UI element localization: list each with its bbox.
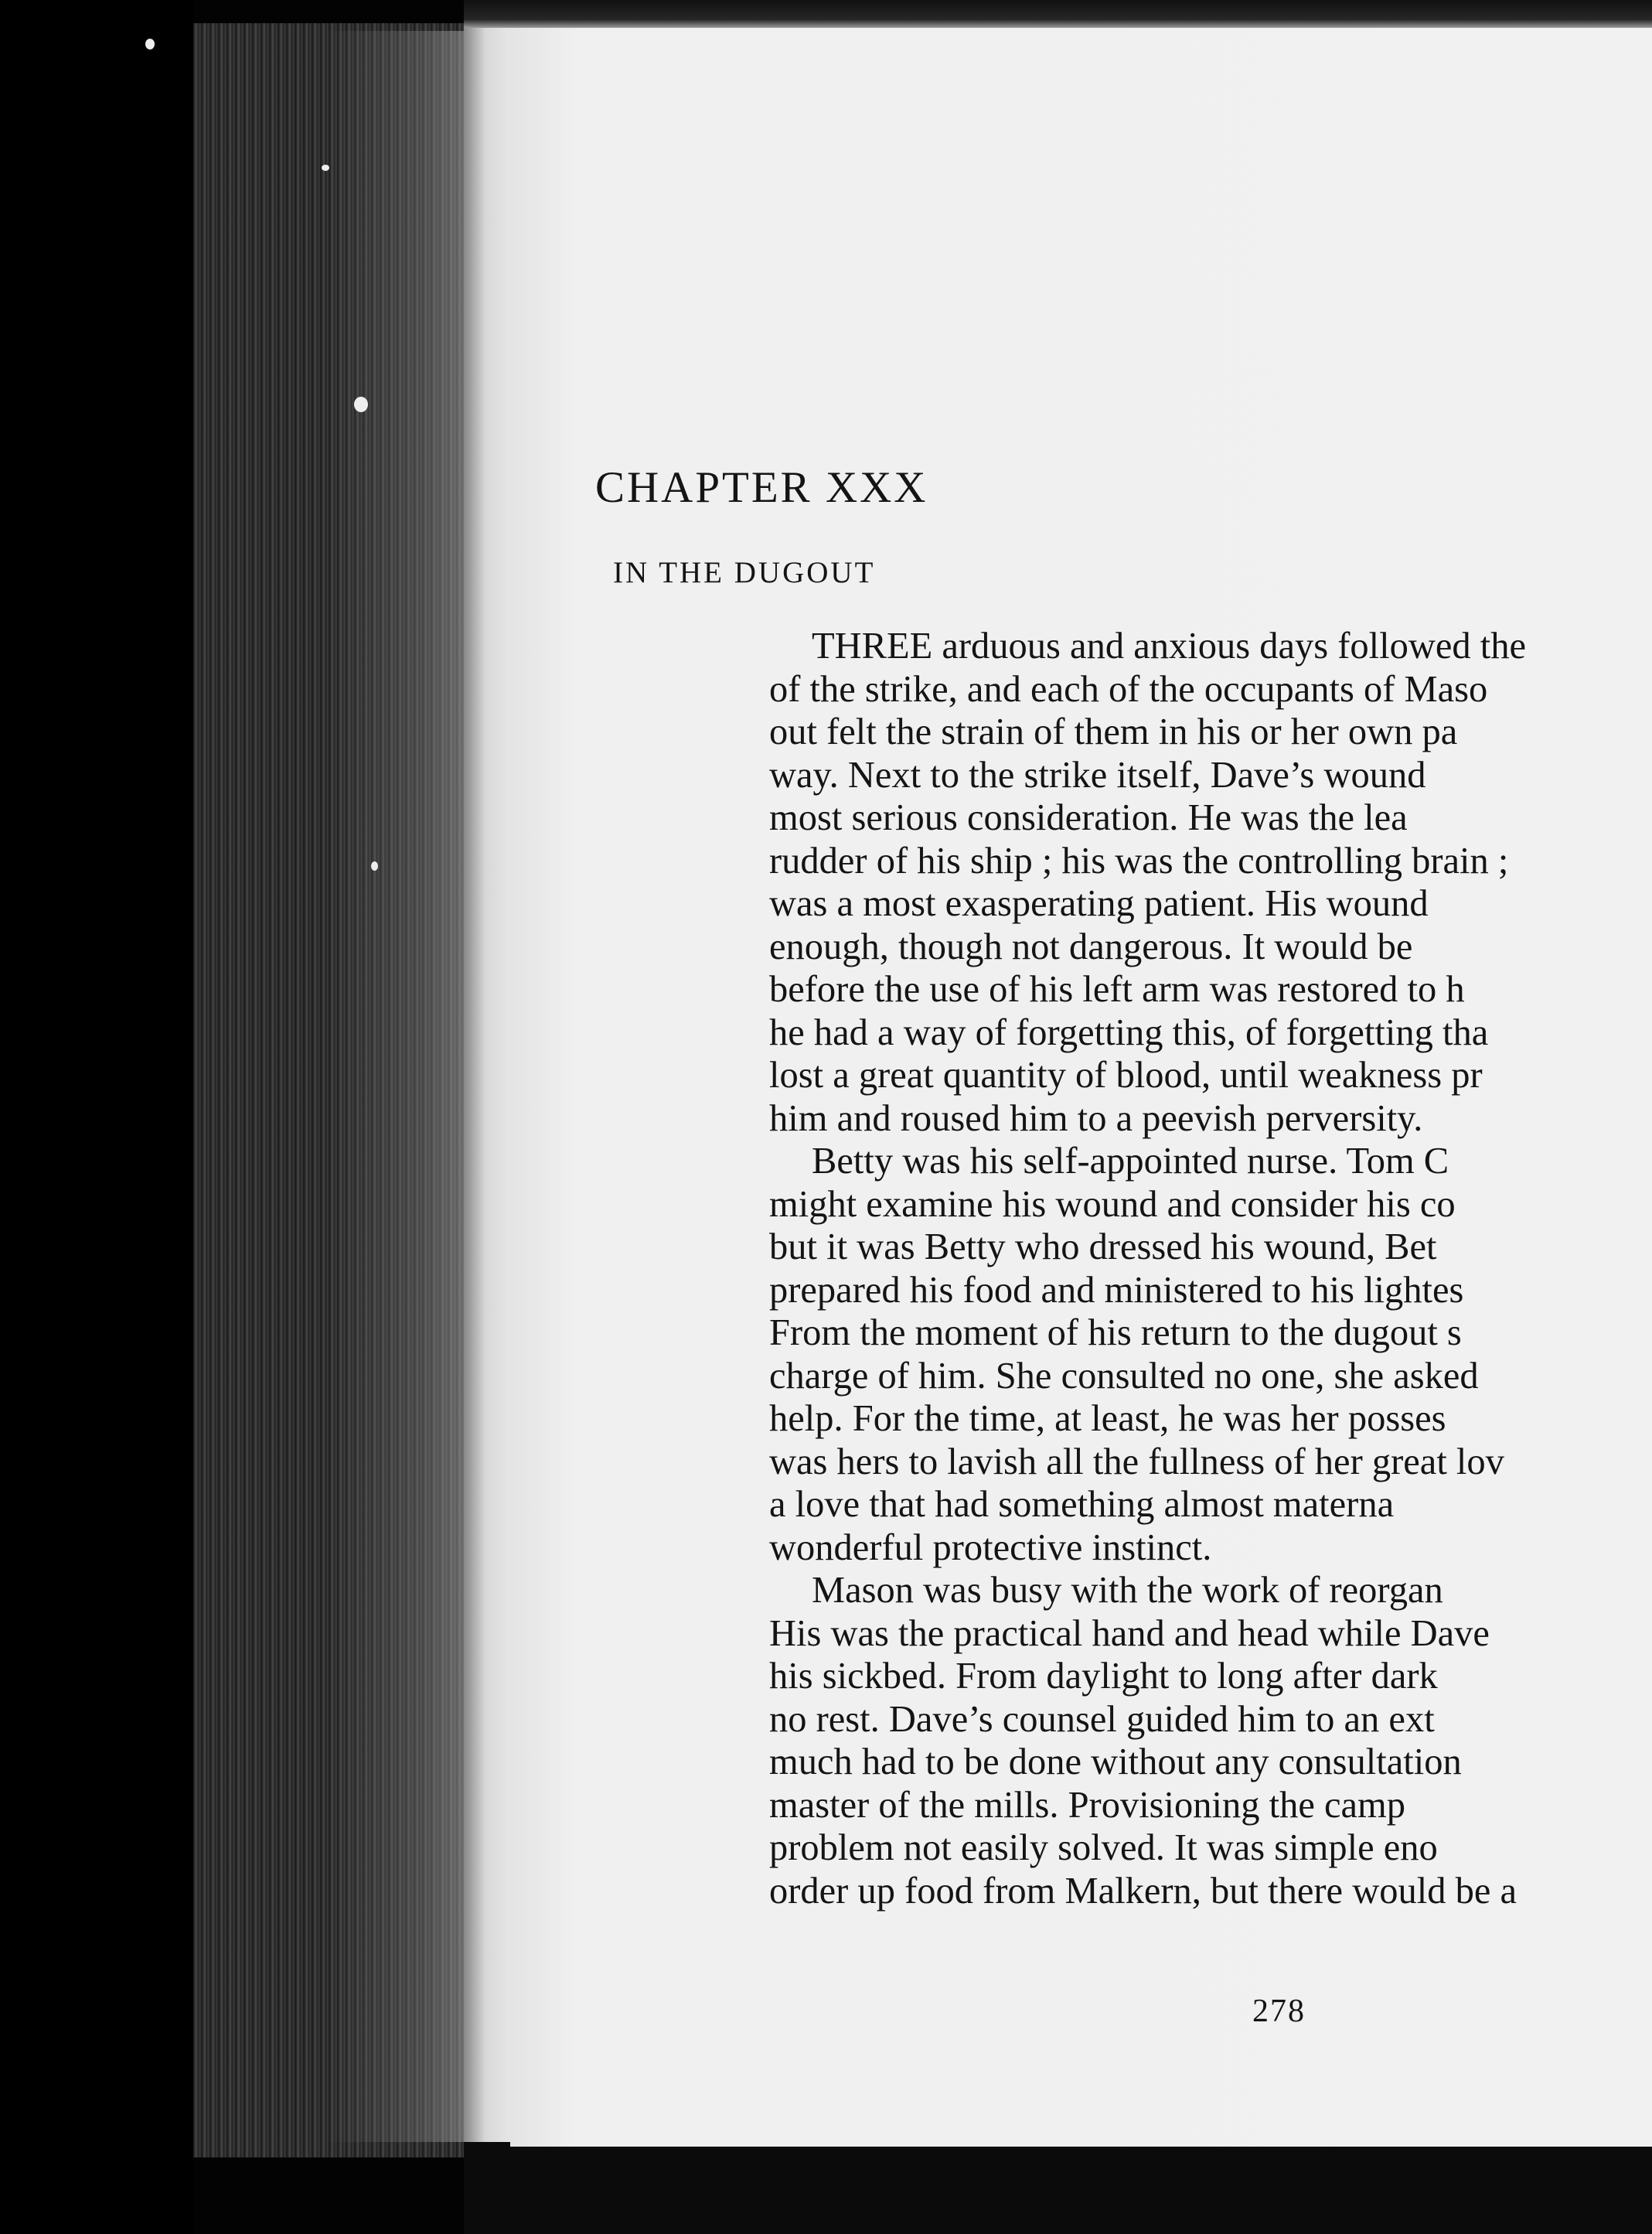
text-line: order up food from Malkern, but there would be a xyxy=(769,1871,1517,1912)
text-line: before the use of his left arm was restored to h xyxy=(769,969,1465,1010)
text-line: charge of him. She consulted no one, she asked xyxy=(769,1356,1479,1397)
text-line: problem not easily solved. It was simple eno xyxy=(769,1827,1438,1868)
text-line: no rest. Dave’s counsel guided him to an ext xyxy=(769,1699,1435,1740)
text-line: out felt the strain of them in his or her own pa xyxy=(769,711,1458,752)
text-line: him and roused him to a peevish perversity. xyxy=(769,1098,1423,1139)
text-line: most serious consideration. He was the lea xyxy=(769,797,1408,838)
dust-speck xyxy=(322,165,329,171)
text-line: rudder of his ship ; his was the controlling brain ; xyxy=(769,841,1509,882)
text-line: THREE arduous and anxious days followed the xyxy=(812,626,1527,667)
text-line: help. For the time, at least, he was her posses xyxy=(769,1398,1446,1439)
dust-speck xyxy=(371,861,378,871)
scan-top-border xyxy=(464,0,1652,28)
text-line: of the strike, and each of the occupants of Maso xyxy=(769,669,1488,710)
dust-speck xyxy=(354,397,368,412)
dust-speck xyxy=(145,39,155,49)
text-line: his sickbed. From daylight to long after dark xyxy=(769,1656,1438,1697)
text-line: His was the practical hand and head while Dave xyxy=(769,1613,1490,1654)
text-line: wonderful protective instinct. xyxy=(769,1527,1212,1568)
text-line: prepared his food and ministered to his lightes xyxy=(769,1270,1464,1311)
text-line: was a most exasperating patient. His wound xyxy=(769,883,1429,924)
text-line: but it was Betty who dressed his wound, Bet xyxy=(769,1226,1437,1267)
text-line: Mason was busy with the work of reorgan xyxy=(812,1570,1443,1611)
text-line: From the moment of his return to the dugout s xyxy=(769,1312,1462,1353)
text-line: Betty was his self-appointed nurse. Tom C xyxy=(812,1141,1449,1182)
text-line: master of the mills. Provisioning the camp xyxy=(769,1785,1406,1826)
chapter-title: CHAPTER XXX xyxy=(595,463,928,512)
text-line: might examine his wound and consider his co xyxy=(769,1184,1456,1225)
text-line: was hers to lavish all the fullness of her great lov xyxy=(769,1441,1504,1482)
text-line: lost a great quantity of blood, until weakness pr xyxy=(769,1055,1483,1096)
scan-left-border xyxy=(0,0,193,2234)
chapter-subtitle: IN THE DUGOUT xyxy=(613,556,876,589)
text-line: way. Next to the strike itself, Dave’s wound xyxy=(769,755,1426,796)
text-line: a love that had something almost materna xyxy=(769,1484,1395,1525)
text-line: he had a way of forgetting this, of forgetting tha xyxy=(769,1012,1489,1053)
page-number: 278 xyxy=(1252,1994,1306,2029)
scan-bottom-border xyxy=(464,2142,1652,2234)
text-line: enough, though not dangerous. It would be xyxy=(769,926,1413,967)
text-line: much had to be done without any consultation xyxy=(769,1741,1462,1782)
